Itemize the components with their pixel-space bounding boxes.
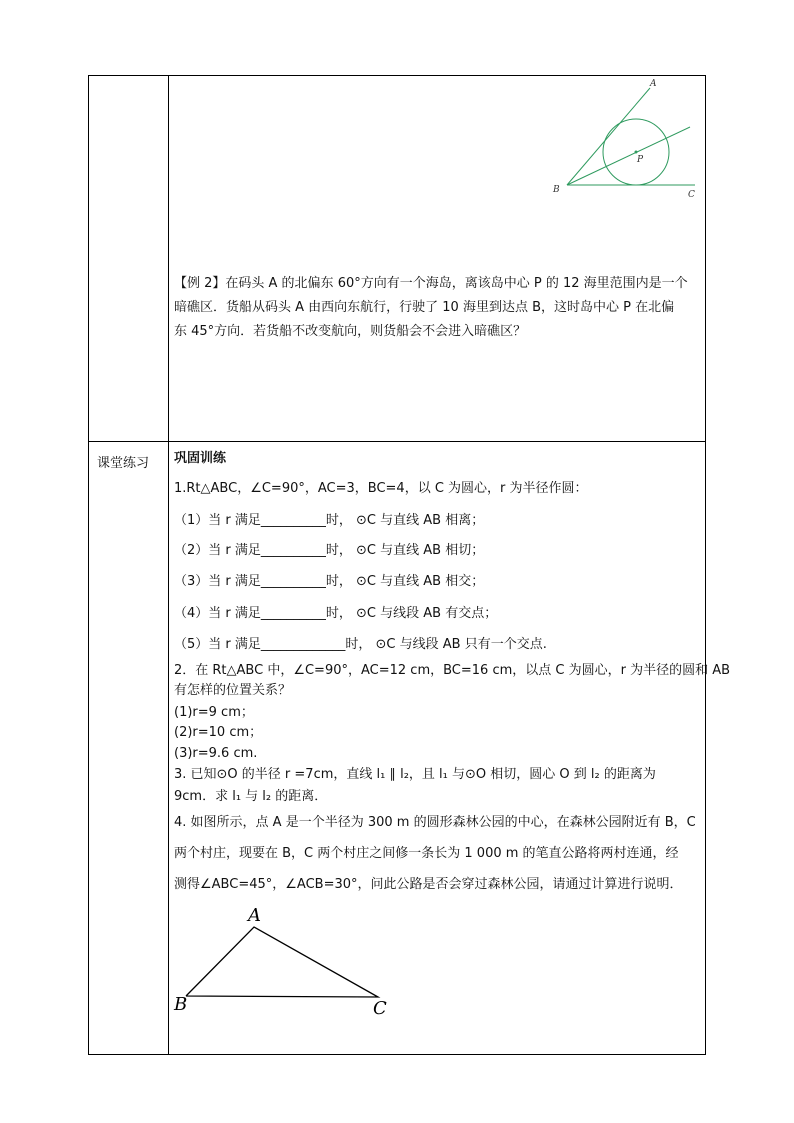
example2-line2: 暗礁区．货船从码头 A 由西向东航行，行驶了 10 海里到达点 B，这时岛中心 P 在北偏 bbox=[174, 300, 675, 315]
example2-line1: 【例 2】在码头 A 的北偏东 60°方向有一个海岛，离该岛中心 P 的 12 海里范围内是一个 bbox=[174, 276, 688, 291]
fig1-label-B: B bbox=[553, 185, 560, 195]
fig1-label-A: A bbox=[650, 79, 657, 89]
question-2-line1: 2．在 Rt△ABC 中，∠C=90°，AC=12 cm，BC=16 cm，以点 C 为圆心，r 为半径的圆和 AB bbox=[174, 663, 731, 678]
fig1-label-C: C bbox=[688, 190, 695, 200]
q1-item-5: （5）当 r 满足_____________时， ⊙C 与线段 AB 只有一个交点. bbox=[174, 637, 547, 652]
question-4-line2: 两个村庄，现要在 B，C 两个村庄之间修一条长为 1 000 m 的笔直公路将两村连通，经 bbox=[174, 846, 679, 861]
q2-item-1: (1)r=9 cm； bbox=[174, 705, 254, 720]
column-divider bbox=[168, 76, 169, 1054]
example2-line3: 东 45°方向．若货船不改变航向，则货船会不会进入暗礁区？ bbox=[174, 324, 527, 339]
practice-heading: 巩固训练 bbox=[174, 451, 227, 466]
fig2-label-C: C bbox=[373, 998, 387, 1019]
question-2-line2: 有怎样的位置关系？ bbox=[174, 683, 292, 698]
q1-item-4: （4）当 r 满足__________时， ⊙C 与线段 AB 有交点； bbox=[174, 606, 498, 621]
q1-item-1: （1）当 r 满足__________时， ⊙C 与直线 AB 相离； bbox=[174, 513, 485, 528]
question-1: 1.Rt△ABC，∠C=90°，AC=3，BC=4，以 C 为圆心，r 为半径作圆： bbox=[174, 481, 588, 496]
q1-item-3: （3）当 r 满足__________时， ⊙C 与直线 AB 相交； bbox=[174, 574, 485, 589]
content-table bbox=[88, 75, 706, 1055]
question-3-line2: 9cm．求 l₁ 与 l₂ 的距离． bbox=[174, 789, 328, 804]
question-4-line1: 4. 如图所示，点 A 是一个半径为 300 m 的圆形森林公园的中心，在森林公园附近有 B，C bbox=[174, 815, 696, 830]
fig2-label-B: B bbox=[174, 994, 188, 1015]
question-3-line1: 3. 已知⊙O 的半径 r =7cm，直线 l₁ ∥ l₂，且 l₁ 与⊙O 相切，圆心 O 到 l₂ 的距离为 bbox=[174, 767, 656, 782]
q1-item-2: （2）当 r 满足__________时， ⊙C 与直线 AB 相切； bbox=[174, 543, 485, 558]
fig1-label-P: P bbox=[637, 155, 644, 165]
row-divider bbox=[89, 441, 705, 442]
q2-item-3: (3)r=9.6 cm. bbox=[174, 746, 258, 761]
q2-item-2: (2)r=10 cm； bbox=[174, 725, 263, 740]
fig2-label-A: A bbox=[248, 905, 261, 926]
section-label: 课堂练习 bbox=[97, 456, 150, 471]
question-4-line3: 测得∠ABC=45°，∠ACB=30°，问此公路是否会穿过森林公园，请通过计算进行说明． bbox=[174, 877, 683, 892]
